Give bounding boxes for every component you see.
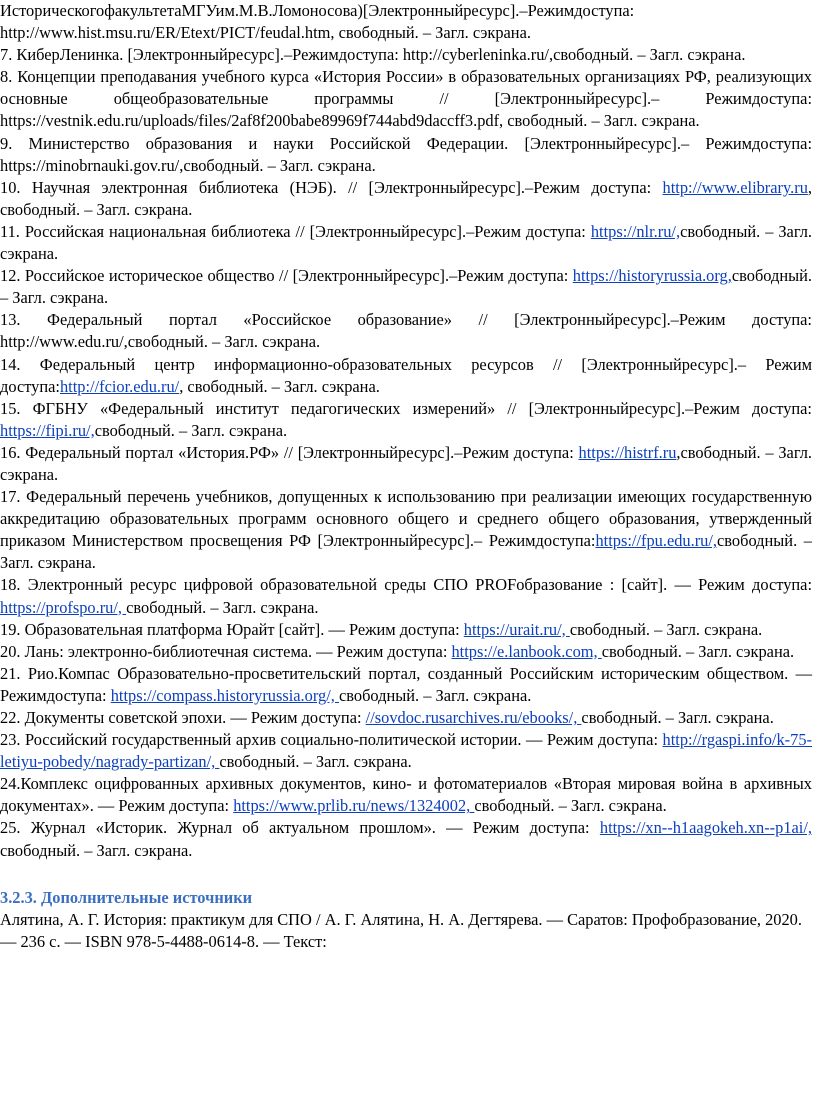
reference-link[interactable]: http://www.elibrary.ru: [662, 177, 808, 197]
reference-link[interactable]: https://urait.ru/,: [463, 619, 570, 639]
reference-entry: [0, 574, 812, 618]
reference-text-tail: свободный. – Загл. сэкрана.: [569, 619, 763, 639]
reference-text: 12. Российское историческое общество // [Электронныйресурс].–Режим доступа:: [0, 266, 573, 286]
reference-text-tail: свободный. – Загл. сэкрана.: [581, 708, 774, 727]
reference-text-tail: свободный. – Загл. сэкрана.: [474, 796, 667, 816]
reference-entry: [0, 177, 812, 221]
reference-text-tail: свободный. – Загл. сэкрана.: [338, 685, 532, 705]
section-heading: 3.2.3. Дополнительные источники: [0, 887, 253, 907]
reference-text-tail: свободный. – Загл. сэкрана.: [219, 752, 412, 772]
reference-text: 16. Федеральный портал «История.РФ» // [Электронныйресурс].–Режим доступа:: [0, 442, 579, 462]
reference-text: 23. Российский государственный архив социально-политической истории. — Режим доступа:: [0, 730, 663, 750]
reference-text-tail: свободный. – Загл. сэкрана.: [601, 641, 795, 661]
reference-link[interactable]: http://rgaspi.info/k-75-letiyu-pobedy/nagrady-partizan/,: [0, 730, 812, 772]
reference-entry: [0, 773, 812, 817]
reference-entry: [0, 707, 812, 729]
reference-entry: [0, 442, 812, 486]
reference-text: 22. Документы советской эпохи. — Режим доступа:: [0, 708, 366, 727]
reference-text: 8. Концепции преподавания учебного курса «История России» в образовательных организациях РФ, реализующих основные общеобразовательные программы // [Электронныйресурс].– Режимдоступа: https://vestnik.edu.ru/uploads/files/2af8f200babe89969f744abd9daccff3.pdf, свободный. – Загл. сэкрана.: [0, 67, 812, 131]
reference-link[interactable]: https://fipi.ru/,: [0, 420, 95, 440]
reference-text-tail: свободный. – Загл. сэкрана.: [0, 840, 193, 860]
reference-link[interactable]: https://e.lanbook.com,: [451, 641, 602, 661]
reference-text: 13. Федеральный портал «Российское образование» // [Электронныйресурс].–Режим доступа: http://www.edu.ru/,свободный. – Загл. сэкрана.: [0, 310, 812, 352]
reference-entry: [0, 641, 812, 663]
reference-text: 15. ФГБНУ «Федеральный институт педагогических измерений» // [Электронныйресурс].–Режим доступа:: [0, 398, 812, 418]
reference-entry: [0, 398, 812, 442]
reference-text: 20. Лань: электронно-библиотечная система. — Режим доступа:: [0, 641, 452, 661]
reference-text-tail: свободный. – Загл. сэкрана.: [94, 420, 288, 440]
reference-text: 10. Научная электронная библиотека (НЭБ). // [Электронныйресурс].–Режим доступа:: [0, 177, 663, 197]
reference-link[interactable]: https://historyrussia.org,: [572, 266, 732, 286]
reference-text: 25. Журнал «Историк. Журнал об актуальном прошлом». — Режим доступа:: [0, 818, 600, 838]
reference-entry: [0, 663, 812, 707]
reference-entry: [0, 44, 812, 66]
reference-text-tail: , свободный. – Загл. сэкрана.: [0, 177, 812, 219]
reference-entry: [0, 486, 812, 574]
reference-link[interactable]: https://xn--h1aagokeh.xn--p1ai/,: [599, 818, 812, 838]
reference-text: 24.Комплекс оцифрованных архивных документов, кино- и фотоматериалов «Вторая мировая война в архивных документах». — Режим доступа:: [0, 774, 812, 816]
reference-link[interactable]: https://histrf.ru: [578, 442, 677, 462]
section-gap: [0, 862, 812, 887]
reference-text-tail: ,свободный. – Загл. сэкрана.: [0, 442, 812, 484]
reference-text: 18. Электронный ресурс цифровой образовательной среды СПО PROFобразование : [сайт]. — Режим доступа:: [0, 575, 812, 595]
reference-text: ИсторическогофакультетаМГУим.М.В.Ломоносова)[Электронныйресурс].–Режимдоступа: http://www.hist.msu.ru/ER/Etext/PICT/feudal.htm, свободный. – Загл. сэкрана.: [0, 1, 635, 43]
reference-entry: [0, 309, 812, 353]
reference-link[interactable]: https://www.prlib.ru/news/1324002,: [233, 796, 475, 816]
reference-text: 19. Образовательная платформа Юрайт [сайт]. — Режим доступа:: [0, 619, 464, 639]
reference-link[interactable]: https://fpu.edu.ru/,: [595, 531, 718, 551]
reference-text: 17. Федеральный перечень учебников, допущенных к использованию при реализации имеющих государственную аккредитацию образовательных программ основного общего и среднего общего образования, утвержденный приказом Министерством просвещения РФ [Электронныйресурс].– Режимдоступа:: [0, 487, 812, 551]
additional-source-entry: Алятина, А. Г. История: практикум для СПО / А. Г. Алятина, Н. А. Дегтярева. — Саратов: Профобразование, 2020. — 236 с. — ISBN 978-5-4488-0614-8. — Текст:: [0, 909, 802, 951]
reference-entry: [0, 354, 812, 398]
reference-entry: [0, 265, 812, 309]
reference-text-tail: , свободный. – Загл. сэкрана.: [179, 376, 380, 396]
reference-text-tail: свободный. – Загл. сэкрана.: [0, 531, 812, 573]
reference-entry: [0, 133, 812, 177]
reference-link[interactable]: http://fcior.edu.ru/: [59, 376, 180, 396]
reference-entry: [0, 221, 812, 265]
reference-text-tail: свободный. – Загл. сэкрана.: [0, 221, 812, 264]
reference-text: 14. Федеральный центр информационно-образовательных ресурсов // [Электронныйресурс].– Режим доступа:: [0, 354, 812, 396]
reference-link[interactable]: https://nlr.ru/,: [590, 221, 681, 241]
reference-text: 7. КиберЛенинка. [Электронныйресурс].–Режимдоступа: http://cyberleninka.ru/,свободный. – Загл. сэкрана.: [0, 45, 746, 65]
reference-text: 21. Рио.Компас Образовательно-просветительский портал, созданный Российским историческим обществом. — Режимдоступа:: [0, 663, 812, 705]
reference-entry: [0, 817, 812, 861]
reference-entry: [0, 0, 812, 44]
reference-link[interactable]: https://compass.historyrussia.org/,: [110, 685, 339, 705]
reference-text: 9. Министерство образования и науки Российской Федерации. [Электронныйресурс].– Режимдоступа: https://minobrnauki.gov.ru/,свободный. – Загл. сэкрана.: [0, 133, 812, 175]
reference-entry: [0, 66, 812, 132]
reference-entry: [0, 619, 812, 641]
reference-text-tail: свободный. – Загл. сэкрана.: [0, 266, 812, 308]
reference-text-tail: свободный. – Загл. сэкрана.: [126, 597, 319, 617]
reference-link[interactable]: https://profspo.ru/,: [0, 597, 127, 617]
reference-link[interactable]: //sovdoc.rusarchives.ru/ebooks/,: [365, 708, 582, 727]
reference-entry: [0, 729, 812, 773]
reference-text: 11. Российская национальная библиотека // [Электронныйресурс].–Режим доступа:: [0, 221, 591, 241]
